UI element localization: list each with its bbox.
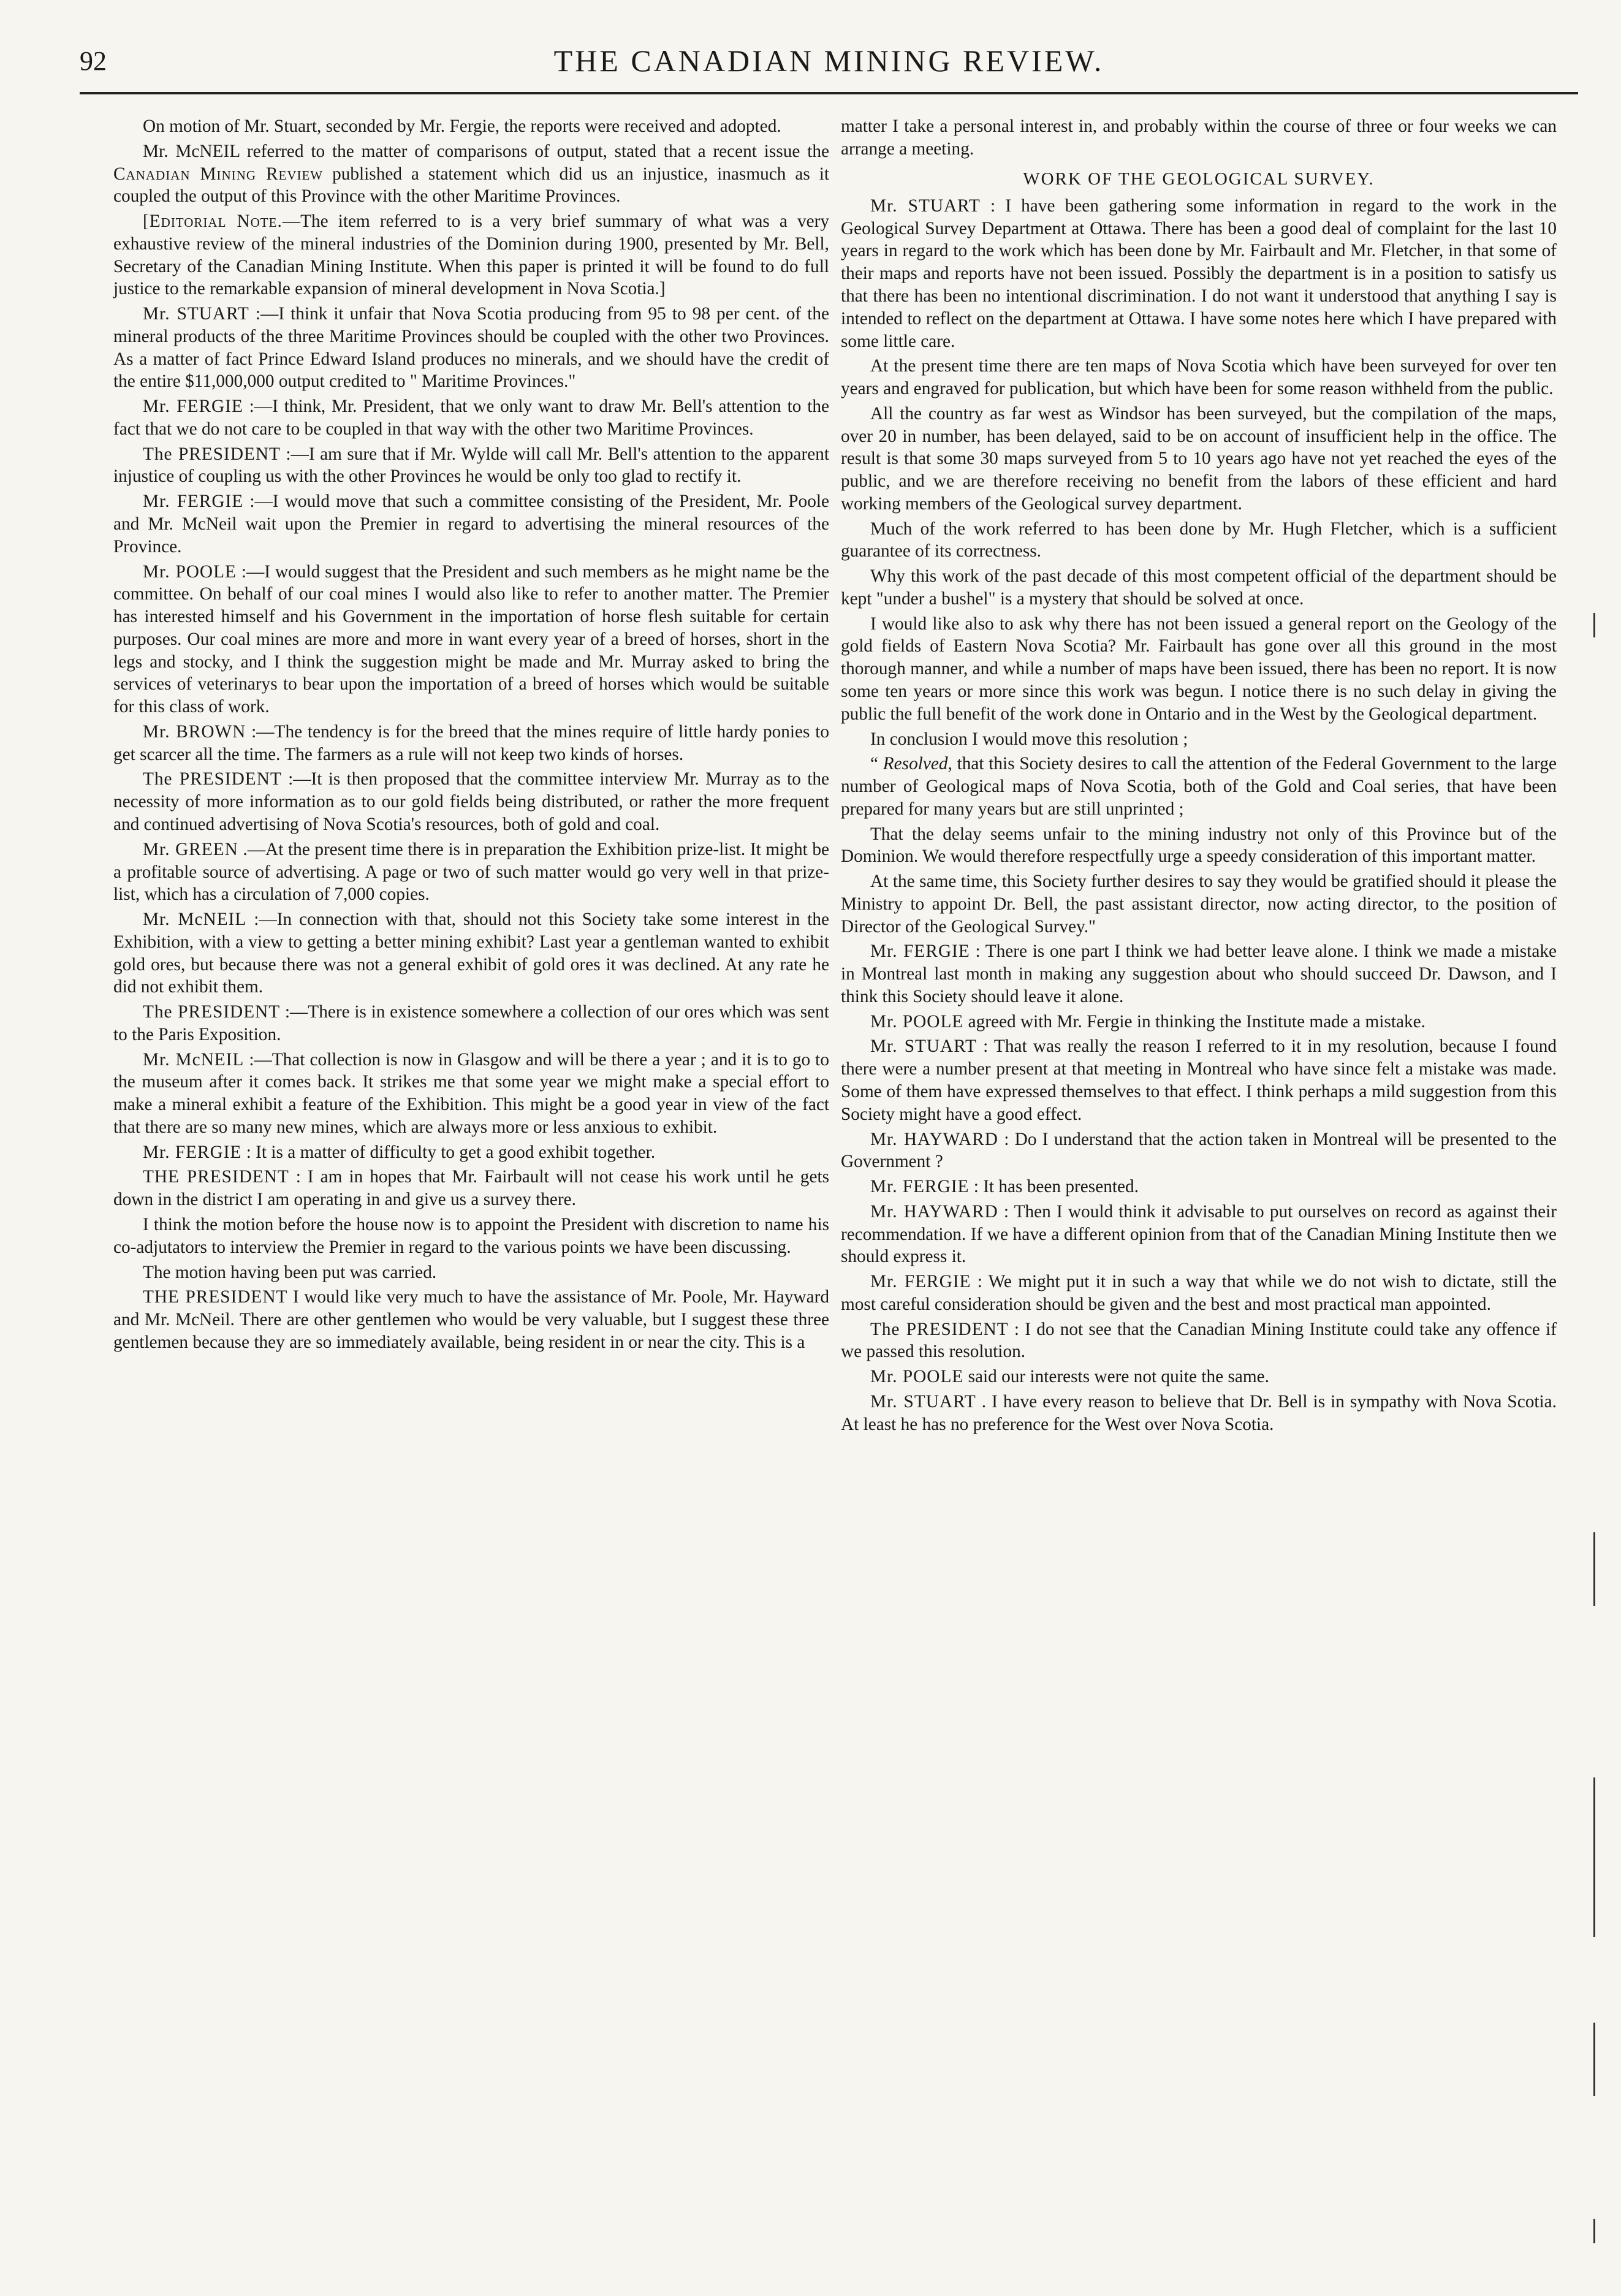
paragraph: That the delay seems unfair to the mining industry not only of this Province but of the Dominion. We would therefore respectfully urge a speedy consideration of this important matter. xyxy=(841,824,1557,867)
page-number: 92 xyxy=(80,46,107,76)
speaker: The PRESIDENT xyxy=(143,1002,281,1022)
paragraph: Mr. McNEIL :—In connection with that, should not this Society take some interest in the Exhibition, with a view to getting a better mining exhibit? Last year a gentleman wanted to exhibit gold ores, but because there was not a general exhibit of gold ores it was declined. At any rate he did not exhibit them. xyxy=(113,910,829,997)
speaker: Mr. POOLE xyxy=(143,561,237,582)
paragraph: I think the motion before the house now is to appoint the President with discretion to name his co-adjutators to interview the Premier in regard to the various points we have been discussing. xyxy=(113,1214,829,1257)
speaker: Mr. FERGIE xyxy=(143,492,244,512)
paragraph: The PRESIDENT :—There is in existence somewhere a collection of our ores which was sent to the Paris Exposition. xyxy=(113,1002,829,1044)
paragraph: Mr. HAYWARD : Then I would think it advisable to put ourselves on record as against their recommendation. If we have a different opinion from that of the Canadian Mining Institute then we should express it. xyxy=(841,1201,1557,1267)
paragraph: At the same time, this Society further desires to say they would be gratified should it please the Ministry to appoint Dr. Bell, the past assistant director, now acting director, to the position of Director of the Geological Survey." xyxy=(841,872,1557,937)
paragraph: The motion having been put was carried. xyxy=(143,1262,437,1282)
paragraph: Mr. POOLE said our interests were not quite the same. xyxy=(870,1367,1269,1387)
speaker: Mr. POOLE xyxy=(870,1011,964,1032)
paragraph: The PRESIDENT :—It is then proposed that the committee interview Mr. Murray as to the necessity of more information as to our gold fields being distributed, or rather the more frequent and continued advertising of Nova Scotia's resources, both of gold and coal. xyxy=(113,769,829,834)
resolved-word: Resolved xyxy=(883,754,948,774)
paragraph: Mr. FERGIE : There is one part I think we had better leave alone. I think we made a mistake in Montreal last month in making any suggestion about who should succeed Dr. Dawson, and I think this Society should leave it alone. xyxy=(841,941,1557,1006)
paragraph: Mr. STUART . I have every reason to believe that Dr. Bell is in sympathy with Nova Scotia. At least he has no preference for the West over Nova Scotia. xyxy=(841,1391,1557,1434)
header-rule xyxy=(80,92,1578,94)
speaker: The PRESIDENT xyxy=(870,1319,1009,1339)
speaker: The PRESIDENT xyxy=(143,444,281,464)
paragraph: Mr. GREEN .—At the present time there is in preparation the Exhibition prize-list. It might be a profitable source of advertising. A page or two of such matter would go very well in that prize-list, which has a circulation of 7,000 copies. xyxy=(113,839,830,905)
speaker: Mr. McNEIL xyxy=(143,1049,245,1070)
speaker: THE PRESIDENT xyxy=(143,1167,289,1187)
speaker: THE PRESIDENT xyxy=(143,1287,288,1307)
paragraph: Mr. POOLE :—I would suggest that the President and such members as he might name be the committee. On behalf of our coal mines I would also like to refer to another matter. The Premier has interested himself and his Government in the importation of horse flesh suitable for certain purposes. Our coal mines are more and more in want every year of a breed of horses, short in the legs and stocky, and I think the suggestion might be made and Mr. Murray asked to bring the services of veterinarys to bear upon the importation of a breed of horses which would be suitable for this class of work. xyxy=(113,561,829,717)
page-header xyxy=(80,43,1578,86)
paragraph: The PRESIDENT :—I am sure that if Mr. Wylde will call Mr. Bell's attention to the apparent injustice of coupling us with the other Provinces he would be only too glad to rectify it. xyxy=(113,444,829,487)
left-column xyxy=(113,115,829,1356)
speaker: Mr. GREEN xyxy=(143,839,238,859)
scan-mark xyxy=(1593,613,1595,637)
paragraph: Mr. FERGIE : It is a matter of difficulty to get a good exhibit together. xyxy=(143,1142,656,1162)
speaker: Mr. STUART xyxy=(870,196,981,216)
scan-mark xyxy=(1593,2219,1595,2243)
speaker: Mr. FERGIE xyxy=(870,1177,970,1197)
scan-mark xyxy=(1593,2023,1595,2096)
paragraph: Mr. FERGIE :—I would move that such a committee consisting of the President, Mr. Poole and Mr. McNeil wait upon the Premier in regard to advertising the mineral resources of the Province. xyxy=(113,492,829,557)
resolution: “ Resolved, that this Society desires to call the attention of the Federal Government to the large number of Geological maps of Nova Scotia, both of the Gold and Coal series, that have been prepared for many years but are still unprinted ; xyxy=(841,754,1557,819)
paragraph: Mr. STUART : I have been gathering some information in regard to the work in the Geological Survey Department at Ottawa. There has been a good deal of complaint for the last 10 years in regard to the work which has been done by Mr. Fairbault and Mr. Fletcher, in that some of their maps and reports have not been issued. Possibly the department is in a position to satisfy us that there has been no intentional discrimination. I do not want it understood that anything I say is intended to reflect on the department at Ottawa. I have some notes here which I have prepared with some little care. xyxy=(841,196,1557,351)
paragraph: Mr. STUART :—I think it unfair that Nova Scotia producing from 95 to 98 per cent. of the mineral products of the three Maritime Provinces should be coupled with the other two Provinces. As a matter of fact Prince Edward Island produces no minerals, and we should have the credit of the entire $11,000,000 output credited to " Maritime Provinces." xyxy=(113,304,829,392)
speaker: Mr. FERGIE xyxy=(143,1142,242,1162)
speaker: Mr. FERGIE xyxy=(143,397,243,417)
speaker: Mr. POOLE xyxy=(870,1367,964,1387)
scan-mark xyxy=(1593,1777,1595,1937)
running-title: THE CANADIAN MINING REVIEW. xyxy=(553,44,1104,78)
paragraph: Mr. McNEIL :—That collection is now in Glasgow and will be there a year ; and it is to go to the museum after it comes back. It strikes me that some year we might make a special effort to make a mineral exhibit a feature of the Exhibition. This might be a good year in view of the fact that there are so many new mines, which are always more or less anxious to exhibit. xyxy=(113,1049,829,1137)
paragraph: Mr. HAYWARD : Do I understand that the action taken in Montreal will be presented to the Government ? xyxy=(841,1129,1557,1172)
paragraph: Mr. STUART : That was really the reason I referred to it in my resolution, because I found there were a number present at that meeting in Montreal who have since felt a mistake was made. Some of them have expressed themselves to that effect. I think perhaps a mild suggestion from this Society might have a good effect. xyxy=(841,1036,1557,1124)
paragraph: Mr. FERGIE :—I think, Mr. President, that we only want to draw Mr. Bell's attention to the fact that we do not care to be coupled in that way with the other two Maritime Provinces. xyxy=(113,397,829,439)
paragraph: The PRESIDENT : I do not see that the Canadian Mining Institute could take any offence if we passed this resolution. xyxy=(841,1319,1557,1362)
paragraph: Why this work of the past decade of this most competent official of the department should be kept "under a bushel" is a mystery that should be solved at once. xyxy=(841,566,1557,609)
speaker: Mr. STUART xyxy=(870,1036,977,1057)
scan-margin-marks xyxy=(1587,613,1606,2268)
paragraph: Mr. POOLE agreed with Mr. Fergie in thinking the Institute made a mistake. xyxy=(870,1011,1425,1032)
speaker: Mr. HAYWARD xyxy=(870,1201,998,1222)
section-heading: WORK OF THE GEOLOGICAL SURVEY. xyxy=(1023,169,1375,189)
speaker: Mr. FERGIE xyxy=(870,1272,971,1292)
paragraph: THE PRESIDENT : I am in hopes that Mr. Fairbault will not cease his work until he gets down in the district I am operating in and give us a survey there. xyxy=(113,1167,829,1210)
paragraph: On motion of Mr. Stuart, seconded by Mr. Fergie, the reports were received and adopted. xyxy=(143,116,781,136)
paragraph: In conclusion I would move this resolution ; xyxy=(870,729,1188,749)
speaker: The PRESIDENT xyxy=(143,769,282,789)
paragraph: I would like also to ask why there has not been issued a general report on the Geology of the gold fields of Eastern Nova Scotia? Mr. Fairbault has gone over all this ground in the most thorough manner, and while a number of maps have been issued, there has been no report. It is now some ten years or more since this work was begun. I notice there is no such delay in giving the public the full benefit of the work done in Ontario and in the West by the Geological department. xyxy=(841,614,1557,724)
paragraph: matter I take a personal interest in, and probably within the course of three or four weeks we can arrange a meeting. xyxy=(841,116,1557,159)
paragraph: Mr. FERGIE : We might put it in such a way that while we do not wish to dictate, still the most careful consideration should be given and the best and most practical man appointed. xyxy=(841,1272,1557,1314)
editorial-note: [Editorial Note.—The item referred to is a very brief summary of what was a very exhaustive review of the mineral industries of the Dominion during 1900, presented by Mr. Bell, Secretary of the Canadian Mining Institute. When this paper is printed it will be found to do full justice to the remarkable expansion of mineral development in Nova Scotia.] xyxy=(113,211,830,299)
paragraph: Mr. McNEIL referred to the matter of comparisons of output, stated that a recent issue the Canadian Mining Review published a statement which did us an injustice, inasmuch as it coupled the output of this Province with the other Maritime Provinces. xyxy=(113,141,829,207)
scan-mark xyxy=(1593,1532,1595,1606)
speaker: Mr. McNEIL xyxy=(143,910,247,930)
speaker: Mr. BROWN xyxy=(143,721,246,742)
paragraph: Mr. BROWN :—The tendency is for the breed that the mines require of little hardy ponies to get scarcer all the time. The farmers as a rule will not keep two kinds of horses. xyxy=(113,721,830,764)
speaker: Mr. STUART xyxy=(143,304,249,324)
right-column xyxy=(841,115,1557,1439)
paragraph: All the country as far west as Windsor has been surveyed, but the compilation of the maps, over 20 in number, has been delayed, said to be on account of insufficient help in the office. The result is that some 30 maps surveyed from 5 to 10 years ago have not yet reached the eyes of the public, and we are therefore receiving no benefit from the labors of these efficient and hard working members of the Geological survey department. xyxy=(841,403,1557,514)
paragraph: Mr. FERGIE : It has been presented. xyxy=(870,1177,1139,1197)
paragraph: THE PRESIDENT I would like very much to have the assistance of Mr. Poole, Mr. Hayward and Mr. McNeil. There are other gentlemen who would be very valuable, but I suggest these three gentlemen because they are so immediately available, being resident in or near the city. This is a xyxy=(113,1287,829,1352)
paragraph: Much of the work referred to has been done by Mr. Hugh Fletcher, which is a sufficient guarantee of its correctness. xyxy=(841,519,1557,561)
publication-name: Canadian Mining Review xyxy=(113,164,324,184)
speaker: Mr. STUART xyxy=(870,1391,976,1412)
paragraph: At the present time there are ten maps of Nova Scotia which have been surveyed for over ten years and engraved for publication, but which have been for some reason withheld from the public. xyxy=(841,356,1557,399)
speaker: Mr. FERGIE xyxy=(870,941,970,962)
speaker: Mr. HAYWARD xyxy=(870,1129,998,1149)
